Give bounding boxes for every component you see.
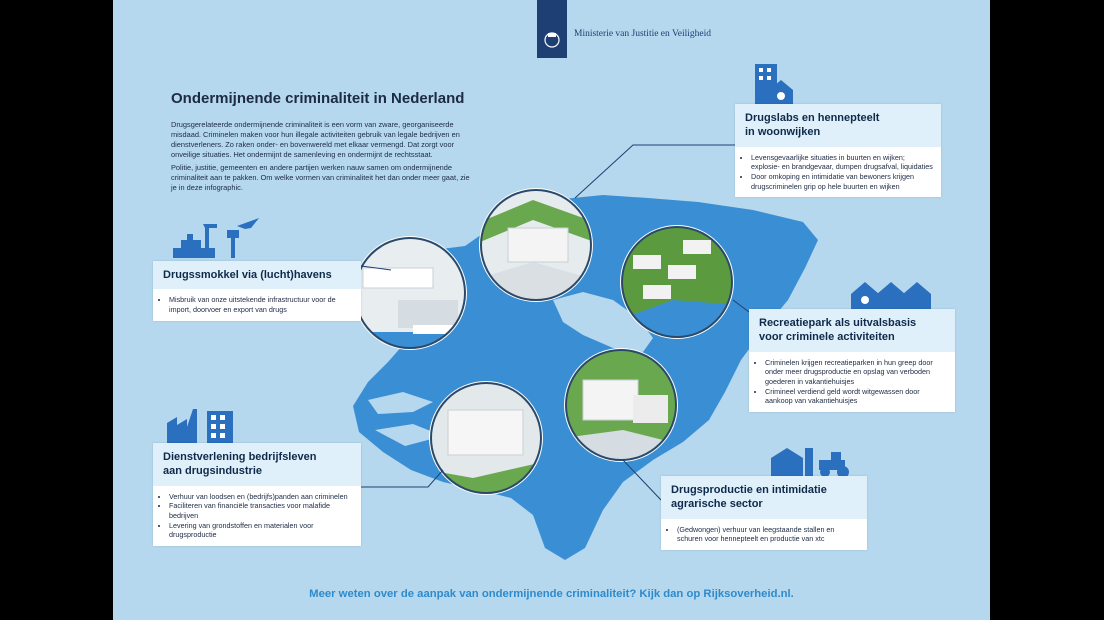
rijksoverheid-logo: [537, 0, 567, 58]
list-item: • Misbruik van onze uitstekende infrastructuur voor de import, doorvoer en export van drugs: [169, 295, 353, 314]
panel-bedrijfsleven: [153, 443, 361, 546]
panel-agrarisch: [661, 476, 867, 550]
intro-paragraph-1: Drugsgerelateerde ondermijnende criminaliteit is een vorm van zware, georganiseerde misdaad. Criminelen maken voor hun illegale activiteiten gebruik van legale bedrijven en dienstverleners. Zo raken onder- en bovenwereld met elkaar vermengd. Dat zorgt voor onveilige situaties. Het ondermijnt de samenleving en ondermijnt de rechtsstaat.: [171, 120, 460, 159]
page-title: Ondermijnende criminaliteit in Nederland: [171, 90, 465, 107]
list-item: • Door omkoping en intimidatie van bewoners krijgen drugscriminelen grip op hele buurten en wijken: [751, 172, 933, 191]
port-ship-crane-icon: [169, 216, 267, 264]
panel-havens-list: [153, 295, 361, 314]
list-item: • Criminelen krijgen recreatieparken in hun greep door onder meer drugsproductie en opslag van verboden goederen in vakantiehuisjes: [765, 358, 947, 387]
panel-woonwijken-title: Drugslabs en hennepteelt in woonwijken: [735, 104, 941, 147]
list-item: • Faciliteren van financiële transacties voor malafide bedrijven: [169, 501, 353, 520]
panel-woonwijken-list: [735, 153, 941, 192]
panel-havens: [153, 261, 361, 321]
ministry-name: Ministerie van Justitie en Veiligheid: [574, 29, 712, 39]
list-item: • Crimineel verdiend geld wordt witgewassen door aankoop van vakantiehuisjes: [765, 387, 947, 406]
list-item: • Verhuur van loodsen en (bedrijfs)panden aan criminelen: [169, 492, 353, 502]
panel-bedrijfsleven-list: [153, 492, 361, 541]
barn-silo-tractor-icon: [769, 444, 855, 478]
intro-paragraph-2: Politie, justitie, gemeenten en andere partijen werken nauw samen om ondermijnende criminaliteit aan te pakken. Om welke vormen van criminaliteit het dan onder meer gaat, zie je in deze infographic.: [171, 162, 470, 192]
panel-recreatiepark-list: [749, 358, 955, 407]
panel-bedrijfsleven-title: Dienstverlening bedrijfsleven aan drugsindustrie: [153, 443, 361, 486]
panel-woonwijken: [735, 104, 941, 197]
panel-recreatiepark: [749, 309, 955, 412]
panel-agrarisch-list: [661, 525, 867, 544]
infographic-poster: [113, 0, 990, 620]
intro-text: [171, 120, 471, 196]
panel-recreatiepark-title: Recreatiepark als uitvalsbasis voor criminele activiteiten: [749, 309, 955, 352]
panel-agrarisch-title: Drugsproductie en intimidatie agrarische sector: [661, 476, 867, 519]
panel-havens-title: Drugssmokkel via (lucht)havens: [153, 261, 361, 289]
list-item: • Levering van grondstoffen en materialen voor drugsproductie: [169, 521, 353, 540]
apartment-leaf-icon: [751, 62, 793, 106]
list-item: • Levensgevaarlijke situaties in buurten en wijken; explosie- en brandgevaar, dumpen drugsafval, liquidaties: [751, 153, 933, 172]
factory-office-icon: [165, 405, 237, 447]
list-item: • (Gedwongen) verhuur van leegstaande stallen en schuren voor hennepteelt en productie van xtc: [677, 525, 859, 544]
footer-link-text[interactable]: Meer weten over de aanpak van ondermijnende criminaliteit? Kijk dan op Rijksoverheid.nl.: [309, 588, 794, 600]
